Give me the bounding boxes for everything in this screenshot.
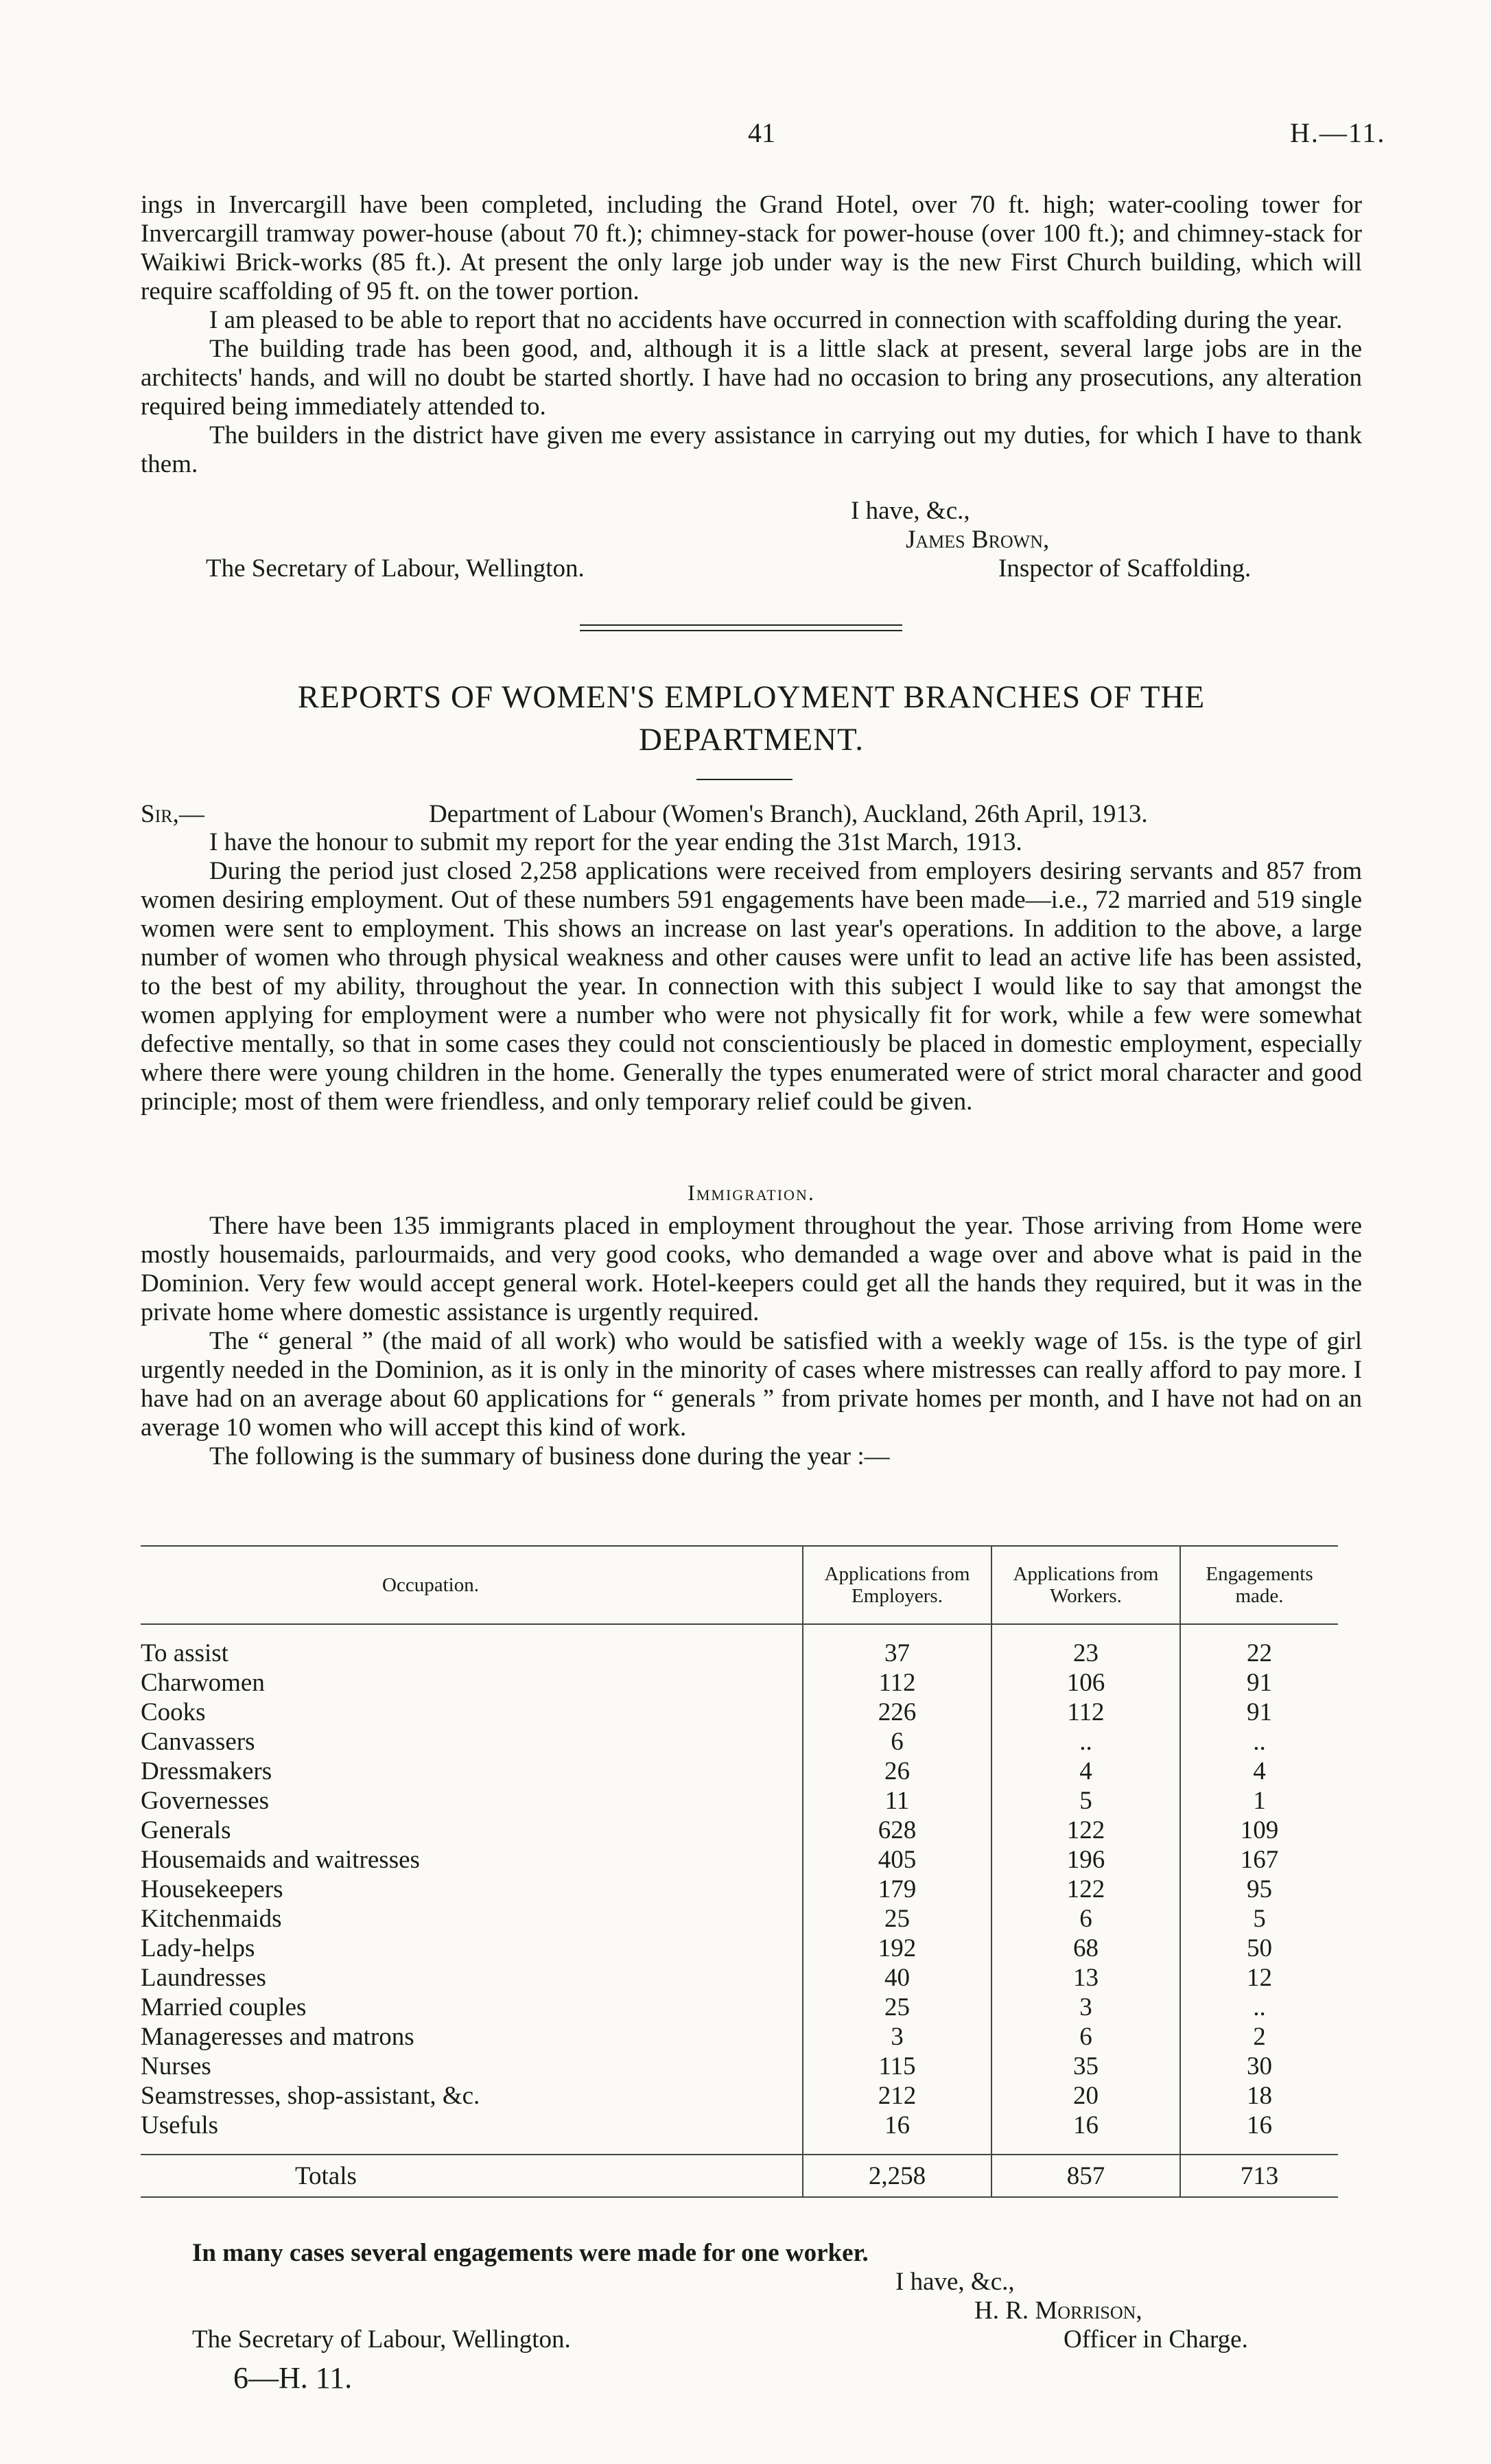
occupation-cell: Housekeepers: [141, 1875, 283, 1903]
heading-underline: [696, 779, 793, 780]
signatory-name-1: James Brown,: [906, 526, 1050, 554]
totals-workers: 857: [991, 2155, 1180, 2197]
paragraph: The builders in the district have given me every assistance in carrying out my duties, for which I have to thank them.: [141, 421, 1362, 478]
occupation-cell: Governesses: [141, 1787, 270, 1815]
employers-cell: 25: [803, 1904, 991, 1934]
occupation-cell: Manageresses and matrons: [141, 2023, 414, 2051]
intro-text: [141, 191, 1362, 479]
paragraph: The following is the summary of business done during the year :—: [209, 1442, 890, 1470]
engagements-cell: 2: [1180, 2022, 1338, 2052]
paragraph: I have the honour to submit my report for the year ending the 31st March, 1913.: [209, 828, 1022, 856]
paragraph: The “ general ” (the maid of all work) who would be satisfied with a weekly wage of 15s. is the type of girl urgently needed in the Dominion, as it is only in the minority of cases where mistresses can really afford to pay more. I have had on an average about 60 applications for “ generals ” from private homes per month, and I have not had on an average 10 women who will accept this kind of work.: [141, 1327, 1362, 1442]
divider-rule: [580, 624, 902, 626]
signatory-title-1: Inspector of Scaffolding.: [998, 554, 1252, 583]
summary-table: [141, 1545, 1338, 2198]
totals-employers: 2,258: [803, 2155, 991, 2197]
table-row: [141, 1757, 1338, 1786]
engagements-cell: 91: [1180, 1668, 1338, 1698]
engagements-cell: 16: [1180, 2111, 1338, 2140]
table-row: [141, 1698, 1338, 1727]
employers-cell: 405: [803, 1845, 991, 1875]
occupation-cell: To assist: [141, 1639, 228, 1667]
paragraph: ings in Invercargill have been completed, including the Grand Hotel, over 70 ft. high; water-cooling tower for Invercargill tramway power-house (about 70 ft.); chimney-stack for power-house (over 100 ft.); and chimney-stack for Waikiwi Brick-works (85 ft.). At present the only large job under way is the new First Church building, which will require scaffolding of 95 ft. on the tower portion.: [141, 191, 1362, 305]
signatory-title-2: Officer in Charge.: [1064, 2325, 1248, 2354]
paragraph: During the period just closed 2,258 applications were received from employers desiring servants and 857 from women desiring employment. Out of these numbers 591 engagements have been made—i.e., 72 married and 519 single women were sent to employment. This shows an increase on last year's operations. In addition to the above, a large number of women who through physical weakness and other causes were unfit to lead an active life has been assisted, to the best of my ability, throughout the year. In connection with this subject I would like to say that amongst the women applying for employment were a number who were not physically fit for work, while a few were somewhat defective mentally, so that in some cases they could not conscientiously be placed in domestic employment, especially where there were young children in the home. Generally the types enumerated were of strict moral character and good principle; most of them were friendless, and only temporary relief could be given.: [141, 857, 1362, 1116]
column-header-occupation: Occupation.: [141, 1546, 803, 1624]
table-row: [141, 1639, 1338, 1668]
document-reference: H.—11.: [1290, 117, 1386, 148]
workers-cell: 106: [991, 1668, 1180, 1698]
table-row: [141, 1786, 1338, 1816]
workers-cell: 122: [991, 1875, 1180, 1904]
workers-cell: 6: [991, 1904, 1180, 1934]
table-row: [141, 2111, 1338, 2140]
addressee-2: The Secretary of Labour, Wellington.: [192, 2325, 571, 2354]
table-row: [141, 1727, 1338, 1757]
table-row: [141, 1993, 1338, 2022]
employers-cell: 6: [803, 1727, 991, 1757]
totals-engagements: 713: [1180, 2155, 1338, 2197]
employers-cell: 37: [803, 1639, 991, 1668]
addressee-1: The Secretary of Labour, Wellington.: [206, 554, 585, 583]
workers-cell: 23: [991, 1639, 1180, 1668]
employers-cell: 192: [803, 1934, 991, 1963]
engagements-cell: 1: [1180, 1786, 1338, 1816]
engagements-cell: ..: [1180, 1993, 1338, 2022]
engagements-cell: 22: [1180, 1639, 1338, 1668]
employers-cell: 25: [803, 1993, 991, 2022]
workers-cell: 122: [991, 1816, 1180, 1845]
table-footnote: In many cases several engagements were made for one worker.: [192, 2239, 869, 2267]
table-row: [141, 1816, 1338, 1845]
divider-rule: [580, 630, 902, 631]
page-header: [0, 117, 1491, 158]
employers-cell: 226: [803, 1698, 991, 1727]
engagements-cell: 50: [1180, 1934, 1338, 1963]
employers-cell: 112: [803, 1668, 991, 1698]
closing-1: I have, &c.,: [851, 497, 970, 525]
occupation-cell: Nurses: [141, 2052, 211, 2080]
employers-cell: 115: [803, 2052, 991, 2081]
salutation: Sir,—: [141, 800, 204, 828]
occupation-cell: Laundresses: [141, 1964, 266, 1992]
immigration-subheading: Immigration.: [688, 1180, 815, 1205]
table-row: [141, 1875, 1338, 1904]
workers-cell: 5: [991, 1786, 1180, 1816]
engagements-cell: 18: [1180, 2081, 1338, 2111]
occupation-cell: Charwomen: [141, 1669, 265, 1697]
engagements-cell: ..: [1180, 1727, 1338, 1757]
workers-cell: 16: [991, 2111, 1180, 2140]
occupation-cell: Married couples: [141, 1993, 307, 2021]
column-header-workers: Applications from Workers.: [991, 1546, 1180, 1624]
workers-cell: 20: [991, 2081, 1180, 2111]
table-row: [141, 1904, 1338, 1934]
table-row: [141, 1668, 1338, 1698]
occupation-cell: Usefuls: [141, 2111, 219, 2139]
occupation-cell: Canvassers: [141, 1728, 255, 1756]
immigration-text: [141, 1212, 1362, 1471]
workers-cell: ..: [991, 1727, 1180, 1757]
employers-cell: 179: [803, 1875, 991, 1904]
occupation-cell: Seamstresses, shop-assistant, &c.: [141, 2082, 480, 2110]
table-row: [141, 1845, 1338, 1875]
engagements-cell: 167: [1180, 1845, 1338, 1875]
engagements-cell: 91: [1180, 1698, 1338, 1727]
employers-cell: 212: [803, 2081, 991, 2111]
workers-cell: 68: [991, 1934, 1180, 1963]
engagements-cell: 4: [1180, 1757, 1338, 1786]
employers-cell: 3: [803, 2022, 991, 2052]
occupation-cell: Dressmakers: [141, 1757, 272, 1785]
paragraph: The building trade has been good, and, although it is a little slack at present, several large jobs are in the architects' hands, and will no doubt be started shortly. I have had no occasion to bring any prosecutions, any alteration required being immediately attended to.: [141, 335, 1362, 421]
signatory-name-2: H. R. Morrison,: [974, 2297, 1142, 2325]
table-row: [141, 1963, 1338, 1993]
totals-row: [141, 2155, 1338, 2197]
paragraph: There have been 135 immigrants placed in employment throughout the year. Those arriving from Home were mostly housemaids, parlourmaids, and very good cooks, who demanded a wage over and above what is paid in the Dominion. Very few would accept general work. Hotel-keepers could get all the hands they required, but it was in the private home where domestic assistance is urgently required.: [141, 1212, 1362, 1326]
paragraph: I am pleased to be able to report that no accidents have occurred in connection with scaffolding during the year.: [209, 306, 1343, 334]
occupation-cell: Lady-helps: [141, 1934, 255, 1962]
workers-cell: 35: [991, 2052, 1180, 2081]
employers-cell: 628: [803, 1816, 991, 1845]
engagements-cell: 12: [1180, 1963, 1338, 1993]
engagements-cell: 95: [1180, 1875, 1338, 1904]
column-header-employers: Applications from Employers.: [803, 1546, 991, 1624]
workers-cell: 6: [991, 2022, 1180, 2052]
engagements-cell: 5: [1180, 1904, 1338, 1934]
table-row: [141, 2052, 1338, 2081]
table-row: [141, 2081, 1338, 2111]
workers-cell: 4: [991, 1757, 1180, 1786]
employers-cell: 16: [803, 2111, 991, 2140]
workers-cell: 112: [991, 1698, 1180, 1727]
print-code: 6—H. 11.: [233, 2361, 353, 2395]
table-header-row: [141, 1546, 1338, 1624]
occupation-cell: Kitchenmaids: [141, 1905, 282, 1933]
totals-label: Totals: [295, 2161, 357, 2190]
engagements-cell: 109: [1180, 1816, 1338, 1845]
letter-body: [141, 828, 1362, 1116]
employers-cell: 26: [803, 1757, 991, 1786]
employers-cell: 11: [803, 1786, 991, 1816]
section-heading: REPORTS OF WOMEN'S EMPLOYMENT BRANCHES OF THE DEPARTMENT.: [297, 679, 1206, 758]
column-header-engagements: Engagements made.: [1180, 1546, 1338, 1624]
engagements-cell: 30: [1180, 2052, 1338, 2081]
dateline: Department of Labour (Women's Branch), Auckland, 26th April, 1913.: [429, 800, 1148, 828]
table-row: [141, 2022, 1338, 2052]
employers-cell: 40: [803, 1963, 991, 1993]
workers-cell: 3: [991, 1993, 1180, 2022]
occupation-cell: Housemaids and waitresses: [141, 1846, 420, 1874]
page-number: 41: [748, 117, 775, 148]
workers-cell: 196: [991, 1845, 1180, 1875]
closing-2: I have, &c.,: [895, 2268, 1015, 2296]
occupation-cell: Generals: [141, 1816, 231, 1844]
occupation-cell: Cooks: [141, 1698, 206, 1726]
table-row: [141, 1934, 1338, 1963]
workers-cell: 13: [991, 1963, 1180, 1993]
